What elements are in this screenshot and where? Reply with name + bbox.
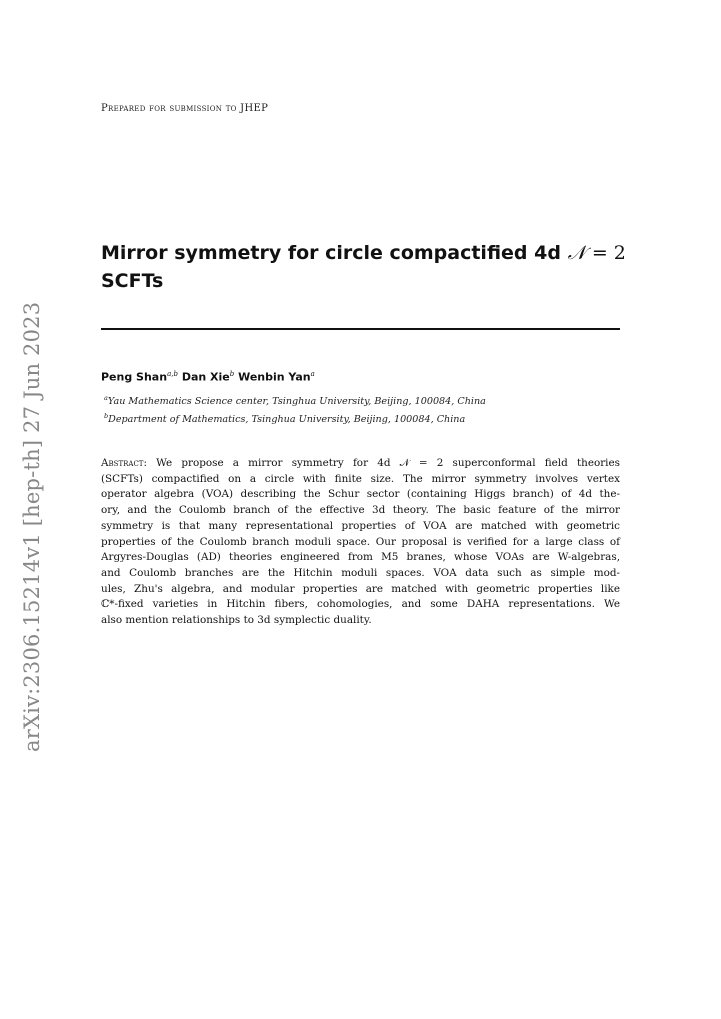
- abstract-line: operator algebra (VOA) describing the Schur sector (containing Higgs branch) of 4d the-: [101, 488, 620, 501]
- author-affil-mark: a,b: [167, 370, 178, 378]
- abstract-line: and Coulomb branches are the Hitchin moduli spaces. VOA data such as simple mod-: [101, 566, 620, 579]
- affiliation: [104, 412, 465, 425]
- affiliation-text: Department of Mathematics, Tsinghua University, Beijing, 100084, China: [108, 414, 466, 426]
- abstract-line: ℂ*-fixed varieties in Hitchin fibers, cohomologies, and some DAHA representations. We: [101, 598, 620, 611]
- affiliation-mark: b: [104, 412, 109, 420]
- author-name: Wenbin Yan: [238, 370, 311, 384]
- prepared-for-text: Prepared for submission to JHEP: [101, 103, 269, 114]
- abstract: [101, 456, 620, 629]
- title-math-eq: = 2: [585, 242, 626, 264]
- abstract-line: ory, and the Coulomb branch of the effective 3d theory. The basic feature of the mirror: [101, 504, 620, 517]
- affiliation-text: Yau Mathematics Science center, Tsinghua University, Beijing, 100084, China: [107, 396, 486, 408]
- abstract-line: ules, Zhu's algebra, and modular properties are matched with geometric properties like: [101, 582, 620, 595]
- title-line2-text: SCFTs: [101, 270, 164, 292]
- author-list: [101, 370, 315, 384]
- abstract-heading: Abstract:: [101, 457, 147, 469]
- abstract-line: properties of the Coulomb branch moduli space. Our proposal is verified for a large class of: [101, 535, 620, 548]
- title-line1-text: Mirror symmetry for circle compactified 4d: [101, 242, 561, 264]
- abstract-line: [101, 456, 620, 472]
- author-affil-mark: b: [229, 370, 235, 378]
- author-name: Peng Shan: [101, 370, 168, 384]
- paper-title: [101, 239, 641, 295]
- arxiv-identifier: arXiv:2306.15214v1 [hep-th] 27 Jun 2023: [20, 301, 44, 752]
- abstract-line: symmetry is that many representational properties of VOA are matched with geometric: [101, 519, 620, 532]
- affiliation-mark: a: [104, 394, 108, 402]
- abstract-line: (SCFTs) compactified on a circle with finite size. The mirror symmetry involves vertex: [101, 472, 620, 485]
- author-affil-mark: a: [310, 370, 315, 378]
- journal-note: [101, 103, 268, 114]
- title-rule: [101, 328, 620, 330]
- abstract-line: also mention relationships to 3d symplectic duality.: [101, 614, 372, 627]
- abstract-line-text: We propose a mirror symmetry for 4d 𝒩 = 2 superconformal field theories: [156, 457, 620, 469]
- author-name: Dan Xie: [181, 370, 230, 384]
- abstract-line: Argyres-Douglas (AD) theories engineered from M5 branes, whose VOAs are W-algebras,: [101, 551, 620, 564]
- title-math-n: 𝒩: [567, 242, 586, 264]
- affiliation: [104, 394, 486, 407]
